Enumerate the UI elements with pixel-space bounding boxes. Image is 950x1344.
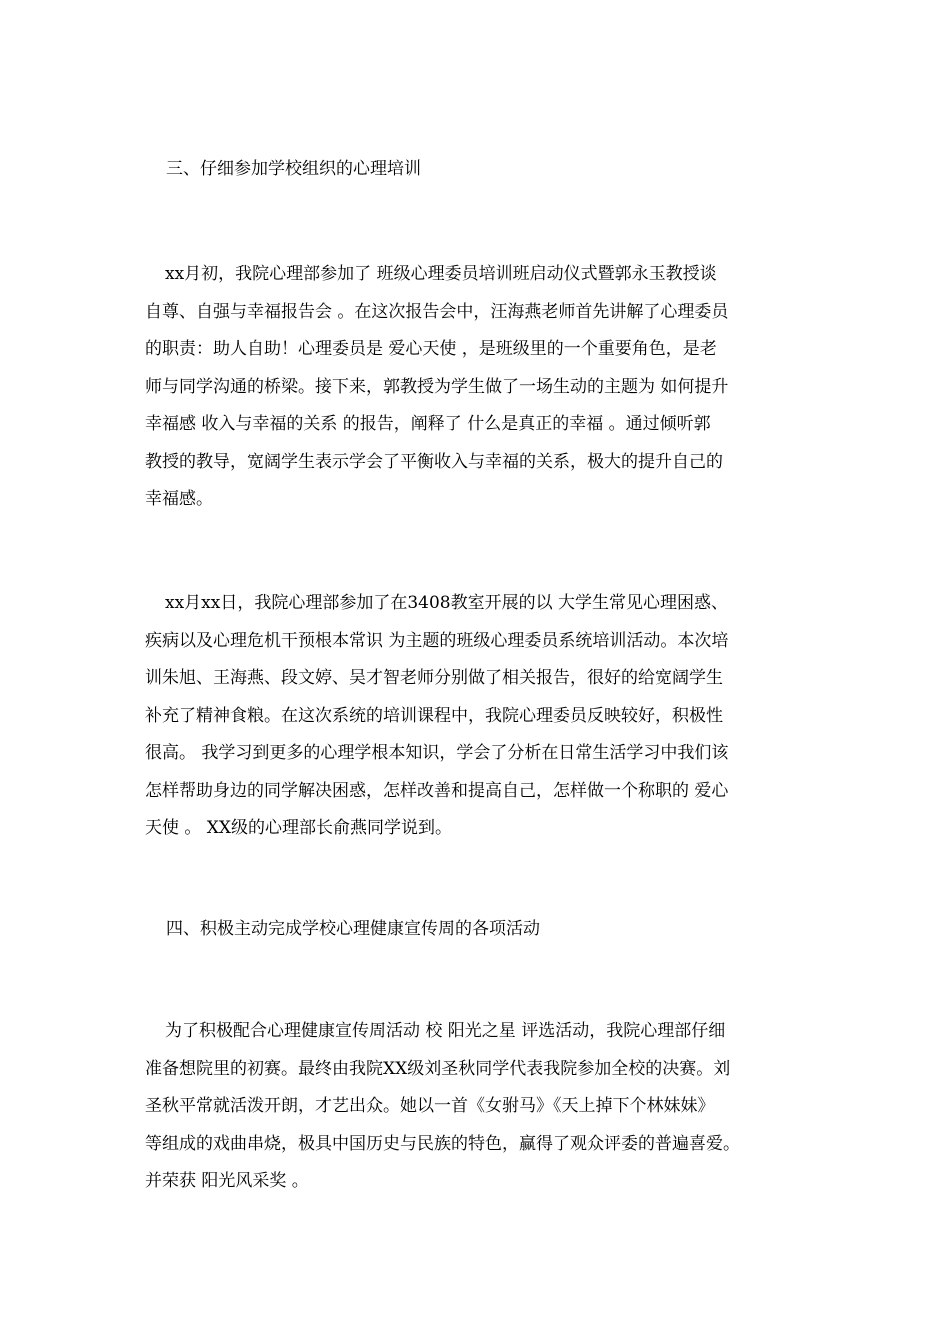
text-line: 幸福感 收入与幸福的关系 的报告，阐释了 什么是真正的幸福 。通过倾听郭 <box>145 414 711 434</box>
text-line: 很高。 我学习到更多的心理学根本知识，学会了分析在日常生活学习中我们该 <box>145 743 729 763</box>
text-line: 训朱旭、王海燕、段文婷、吴才智老师分别做了相关报告，很好的给宽阔学生 <box>145 668 723 688</box>
text-line: xx月xx日，我院心理部参加了在3408教室开展的以 大学生常见心理困惑、 <box>165 593 729 613</box>
text-line: 为了积极配合心理健康宣传周活动 校 阳光之星 评选活动，我院心理部仔细 <box>165 1021 726 1041</box>
section-heading-4: 四、积极主动完成学校心理健康宣传周的各项活动 <box>166 919 540 939</box>
paragraph-system-training <box>145 585 811 848</box>
text-line: 天使 。 XX级的心理部长俞燕同学说到。 <box>145 818 453 838</box>
text-line: 教授的教导，宽阔学生表示学会了平衡收入与幸福的关系，极大的提升自己的 <box>145 451 723 472</box>
text-line: 自尊、自强与幸福报告会 。在这次报告会中，汪海燕老师首先讲解了心理委员 <box>145 301 729 322</box>
text-line: 圣秋平常就活泼开朗，才艺出众。她以一首《女驸马》《天上掉下个林妹妹》 <box>145 1096 715 1116</box>
text-line: 幸福感。 <box>145 489 213 509</box>
text-line: 等组成的戏曲串烧，极具中国历史与民族的特色，赢得了观众评委的普遍喜爱。 <box>145 1133 740 1154</box>
text-line: xx月初，我院心理部参加了 班级心理委员培训班启动仪式暨郭永玉教授谈 <box>165 264 717 284</box>
text-line: 补充了精神食粮。在这次系统的培训课程中，我院心理委员反映较好，积极性 <box>145 705 723 726</box>
text-line: 并荣获 阳光风采奖 。 <box>145 1171 309 1191</box>
text-line: 怎样帮助身边的同学解决困惑，怎样改善和提高自己，怎样做一个称职的 爱心 <box>145 780 729 801</box>
text-line: 准备想院里的初赛。最终由我院XX级刘圣秋同学代表我院参加全校的决赛。刘 <box>145 1058 731 1079</box>
paragraph-sunshine-star <box>145 1013 811 1201</box>
section-heading-3: 三、仔细参加学校组织的心理培训 <box>166 159 421 179</box>
text-line: 师与同学沟通的桥梁。接下来，郭教授为学生做了一场生动的主题为 如何提升 <box>145 376 729 397</box>
text-line: 的职责：助人自助！心理委员是 爱心天使 ，是班级里的一个重要角色，是老 <box>145 339 717 359</box>
text-line: 疾病以及心理危机干预根本常识 为主题的班级心理委员系统培训活动。本次培 <box>145 630 729 651</box>
paragraph-training-kickoff <box>145 256 811 519</box>
